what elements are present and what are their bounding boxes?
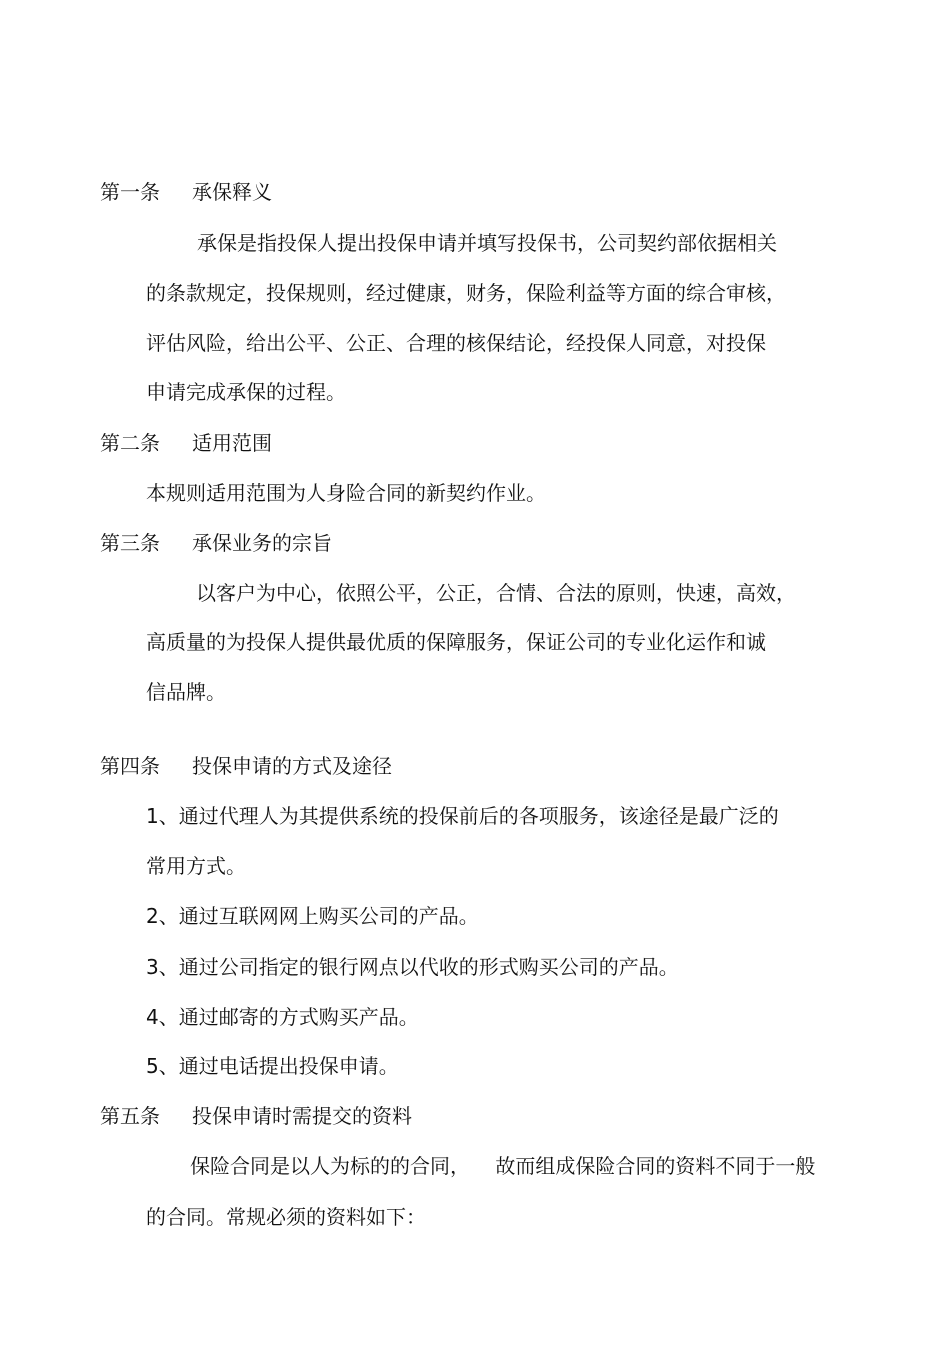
article-4-heading <box>100 752 392 780</box>
article-4-item-1: 1、通过代理人为其提供系统的投保前后的各项服务，该途径是最广泛的 <box>146 804 779 828</box>
article-3-line-2: 高质量的为投保人提供最优质的保障服务，保证公司的专业化运作和诚 <box>146 630 766 654</box>
article-2-title: 适用范围 <box>192 431 272 455</box>
article-1-heading <box>100 178 272 206</box>
article-2-line-1: 本规则适用范围为人身险合同的新契约作业。 <box>146 481 546 505</box>
article-4-item-5: 5、通过电话提出投保申请。 <box>146 1054 399 1078</box>
article-4-item-3: 3、通过公司指定的银行网点以代收的形式购买公司的产品。 <box>146 955 679 979</box>
article-4-item-2: 2、通过互联网网上购买公司的产品。 <box>146 904 479 928</box>
article-3-line-3: 信品牌。 <box>146 680 226 704</box>
article-3-title: 承保业务的宗旨 <box>192 531 332 555</box>
article-3-line-1: 以客户为中心，依照公平，公正，合情、合法的原则，快速，高效， <box>196 581 796 605</box>
article-3-number: 第三条 <box>100 531 160 555</box>
article-1-line-1: 承保是指投保人提出投保申请并填写投保书，公司契约部依据相关 <box>197 231 777 255</box>
article-1-line-2: 的条款规定，投保规则，经过健康，财务，保险利益等方面的综合审核， <box>146 281 786 305</box>
article-5-line-1: 保险合同是以人为标的的合同， 故而组成保险合同的资料不同于一般 <box>190 1154 816 1178</box>
article-5-heading <box>100 1102 412 1130</box>
article-5-title: 投保申请时需提交的资料 <box>192 1104 412 1128</box>
article-1-title: 承保释义 <box>192 180 272 204</box>
article-3-heading <box>100 529 332 557</box>
article-1-number: 第一条 <box>100 180 160 204</box>
article-4-item-1-cont: 常用方式。 <box>146 854 246 878</box>
article-1-line-4: 申请完成承保的过程。 <box>146 380 346 404</box>
article-2-heading <box>100 429 272 457</box>
article-4-title: 投保申请的方式及途径 <box>192 754 392 778</box>
article-4-item-4: 4、通过邮寄的方式购买产品。 <box>146 1005 419 1029</box>
article-2-number: 第二条 <box>100 431 160 455</box>
article-5-line-2: 的合同。常规必须的资料如下： <box>146 1205 426 1229</box>
article-1-line-3: 评估风险，给出公平、公正、合理的核保结论，经投保人同意，对投保 <box>146 331 766 355</box>
article-5-number: 第五条 <box>100 1104 160 1128</box>
article-4-number: 第四条 <box>100 754 160 778</box>
